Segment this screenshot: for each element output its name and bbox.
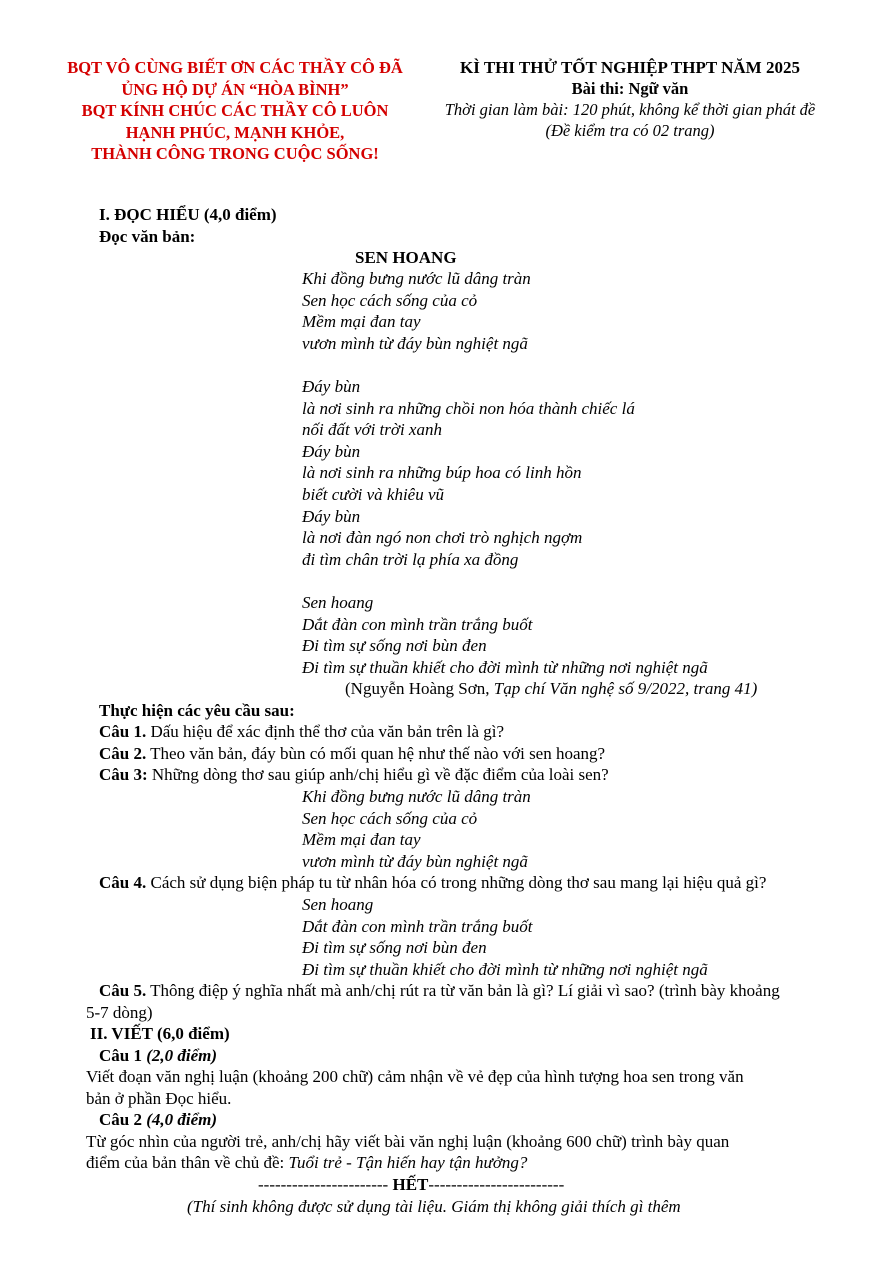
sponsor-line: THÀNH CÔNG TRONG CUỘC SỐNG! bbox=[91, 144, 379, 163]
poem-title: SEN HOANG bbox=[355, 248, 457, 267]
question-5 bbox=[99, 980, 780, 1002]
question-text: Cách sử dụng biện pháp tu từ nhân hóa có trong những dòng thơ sau mang lại hiệu quả gì? bbox=[146, 873, 767, 892]
writing-task-1 bbox=[99, 1045, 217, 1067]
quote-line: Mềm mại đan tay bbox=[302, 830, 421, 850]
question-2 bbox=[99, 743, 605, 765]
task-label: Câu 2 bbox=[99, 1110, 147, 1129]
poem-line: nối đất với trời xanh bbox=[302, 420, 442, 440]
sponsor-line: BQT KÍNH CHÚC CÁC THẦY CÔ LUÔN bbox=[81, 101, 389, 120]
read-label: Đọc văn bản: bbox=[99, 227, 196, 246]
quote-line: Sen học cách sống của cỏ bbox=[302, 808, 478, 828]
task-2-text-continued bbox=[86, 1152, 527, 1174]
end-marker bbox=[258, 1174, 564, 1196]
question-label: Câu 4. bbox=[99, 873, 147, 892]
poem-line: biết cười và khiêu vũ bbox=[302, 484, 445, 504]
task-2-topic: Tuổi trẻ - Tận hiến hay tận hưởng? bbox=[288, 1153, 528, 1172]
task-1-text-continued: bản ở phần Đọc hiểu. bbox=[86, 1089, 232, 1108]
question-1 bbox=[99, 721, 504, 743]
poem-line: là nơi sinh ra những búp hoa có linh hồn bbox=[302, 463, 582, 483]
poem-source bbox=[345, 678, 757, 700]
poem-line: là nơi đàn ngó non chơi trò nghịch ngợm bbox=[302, 528, 583, 548]
section2-heading: II. VIẾT (6,0 điểm) bbox=[90, 1024, 230, 1043]
question-4 bbox=[99, 872, 766, 894]
sponsor-line: BQT VÔ CÙNG BIẾT ƠN CÁC THẦY CÔ ĐÃ bbox=[67, 58, 403, 77]
poem-text bbox=[302, 268, 708, 678]
poem-line: đi tìm chân trời lạ phía xa đồng bbox=[302, 549, 519, 569]
poem-line: vươn mình từ đáy bùn nghiệt ngã bbox=[302, 333, 528, 353]
poem-line: Sen hoang bbox=[302, 592, 374, 612]
quote-line: Đi tìm sự thuần khiết cho đời mình từ những nơi nghiệt ngã bbox=[302, 959, 708, 979]
sponsor-line: ỦNG HỘ DỰ ÁN “HÒA BÌNH” bbox=[121, 79, 349, 99]
exam-page-count: (Đề kiểm tra có 02 trang) bbox=[545, 121, 715, 140]
task-1-text: Viết đoạn văn nghị luận (khoảng 200 chữ) cảm nhận về vẻ đẹp của hình tượng hoa sen trong văn bbox=[86, 1067, 744, 1086]
poem-line: Đáy bùn bbox=[302, 441, 361, 461]
poem-line: Đi tìm sự thuần khiết cho đời mình từ những nơi nghiệt ngã bbox=[302, 657, 708, 677]
poem-line: Sen học cách sống của cỏ bbox=[302, 290, 478, 310]
question-4-quote bbox=[302, 894, 708, 980]
quote-line: Khi đồng bưng nước lũ dâng tràn bbox=[302, 787, 531, 806]
task-2-text: Từ góc nhìn của người trẻ, anh/chị hãy viết bài văn nghị luận (khoảng 600 chữ) trình bày quan bbox=[86, 1132, 730, 1151]
question-5-continued: 5-7 dòng) bbox=[86, 1003, 153, 1022]
poem-line: Đi tìm sự sống nơi bùn đen bbox=[302, 636, 487, 656]
end-dashes-right: ------------------------ bbox=[428, 1175, 565, 1194]
poem-line: Khi đồng bưng nước lũ dâng tràn bbox=[302, 269, 531, 288]
end-dashes-left: ----------------------- bbox=[258, 1175, 393, 1194]
exam-subject: Bài thi: Ngữ văn bbox=[571, 79, 689, 98]
question-label: Câu 1. bbox=[99, 722, 147, 741]
question-text: Theo văn bản, đáy bùn có mối quan hệ như thế nào với sen hoang? bbox=[146, 744, 606, 763]
task-score: (4,0 điểm) bbox=[146, 1110, 218, 1129]
quote-line: vươn mình từ đáy bùn nghiệt ngã bbox=[302, 851, 528, 871]
question-label: Câu 3: bbox=[99, 765, 148, 784]
quote-line: Đi tìm sự sống nơi bùn đen bbox=[302, 938, 487, 958]
exam-title: KÌ THI THỬ TỐT NGHIỆP THPT NĂM 2025 bbox=[460, 58, 800, 77]
end-word: HẾT bbox=[392, 1175, 429, 1194]
exam-time: Thời gian làm bài: 120 phút, không kể thời gian phát đề bbox=[444, 100, 816, 119]
requirements-label: Thực hiện các yêu cầu sau: bbox=[99, 701, 295, 720]
question-3 bbox=[99, 764, 609, 786]
poem-line: Đáy bùn bbox=[302, 506, 361, 526]
poem-line: Đáy bùn bbox=[302, 376, 361, 396]
poem-line: Mềm mại đan tay bbox=[302, 312, 421, 332]
question-3-quote bbox=[302, 786, 531, 872]
question-text: Dấu hiệu để xác định thể thơ của văn bản trên là gì? bbox=[146, 722, 505, 741]
task-2-prefix: điểm của bản thân về chủ đề: bbox=[86, 1153, 289, 1172]
section1-heading: I. ĐỌC HIỂU (4,0 điểm) bbox=[99, 205, 277, 224]
sponsor-message bbox=[50, 57, 420, 165]
exam-header bbox=[420, 57, 840, 141]
poem-line: là nơi sinh ra những chồi non hóa thành chiếc lá bbox=[302, 398, 635, 418]
question-text: Thông điệp ý nghĩa nhất mà anh/chị rút ra từ văn bản là gì? Lí giải vì sao? (trình bày khoảng bbox=[146, 981, 780, 1000]
writing-task-2 bbox=[99, 1109, 217, 1131]
sponsor-line: HẠNH PHÚC, MẠNH KHỎE, bbox=[125, 122, 345, 142]
candidate-note: (Thí sinh không được sử dụng tài liệu. Giám thị không giải thích gì thêm bbox=[187, 1197, 681, 1216]
poem-publication: Tạp chí Văn nghệ số 9/2022, trang 41) bbox=[493, 679, 758, 698]
poem-line bbox=[302, 354, 708, 376]
question-text: Những dòng thơ sau giúp anh/chị hiểu gì về đặc điểm của loài sen? bbox=[147, 765, 609, 784]
poem-line: Dắt đàn con mình trần trắng buốt bbox=[302, 614, 533, 634]
poem-line bbox=[302, 570, 708, 592]
task-score: (2,0 điểm) bbox=[146, 1046, 218, 1065]
poem-author: (Nguyễn Hoàng Sơn, bbox=[345, 679, 494, 698]
task-label: Câu 1 bbox=[99, 1046, 147, 1065]
question-label: Câu 2. bbox=[99, 744, 147, 763]
quote-line: Sen hoang bbox=[302, 895, 374, 914]
question-label: Câu 5. bbox=[99, 981, 147, 1000]
quote-line: Dắt đàn con mình trần trắng buốt bbox=[302, 916, 533, 936]
